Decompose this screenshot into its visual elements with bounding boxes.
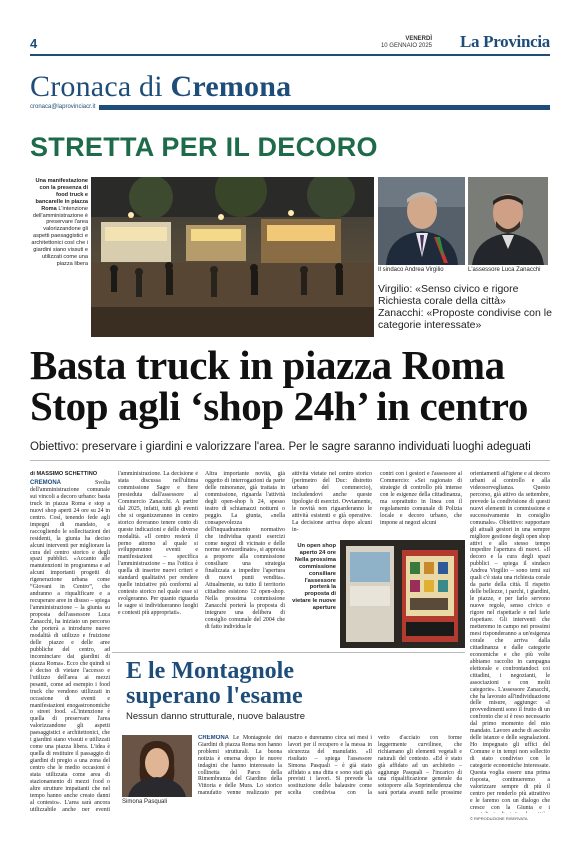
article-col5-body: contri con i gestori e l'assessore al Commercio: «Sei ragionato di strategie di controllo più intense con le esigenze della cittadinanza, ma soprattutto in linea con il regolamento comunale di Polizia locale e decoro urbano, che impone ai negozi alcuni xyxy=(380,471,462,526)
food-truck-photo xyxy=(91,177,374,337)
article-col1-text xyxy=(30,480,110,811)
section-city: Cremona xyxy=(170,70,292,103)
issue-date xyxy=(381,36,432,50)
kicker-title: STRETTA PER IL DECORO xyxy=(30,132,378,162)
food-truck-photo-illustration xyxy=(91,177,374,337)
article-col2-body: l'amministrazione. La decisione è stata discussa nell'ultima commissione Sagre e fiere presieduta dall'assessore al Commercio Zanacchi. A partire dal 2025, infatti, tutti gli eventi che si organizzeranno in centro storico dovranno tenere conto di queste indicazioni e delle diverse modalità. «Il centro resterà il perno attorno al quale si svilupperanno eventi e manifestazioni – specifica l'amministrazione – ma l'ottica è quella di inserire nuovi criteri e standard qualitativi per rendere quelle iniziative più conformi al contesto storico nel quale esse si svolgeranno. Per quanto riguarda le sagre si individueranno luoghi e contesti più appropriati». xyxy=(118,471,198,617)
section-email: cronaca@laprovinciacr.it xyxy=(30,103,99,112)
main-photo-caption xyxy=(30,178,88,268)
page-number: 4 xyxy=(30,36,38,51)
copyright-notice: © RIPRODUZIONE RISERVATA xyxy=(470,816,528,821)
montagnole-place: CREMONA xyxy=(198,735,229,741)
montagnole-sidebar xyxy=(112,652,465,805)
headline-deck: Obiettivo: preservare i giardini e valorizzare l'area. Per le sagre saranno individuati luoghi adeguati xyxy=(30,441,531,453)
caption-lead: Una manifestazione con la presenza di food truck e bancarelle in piazza Roma xyxy=(35,178,88,212)
page-header xyxy=(30,34,550,56)
article-column-6 xyxy=(470,471,550,813)
pasquali-portrait-illustration xyxy=(122,735,192,797)
headline-line-1: Basta truck in piazza Roma xyxy=(30,342,505,388)
open-shop-caption: Un open shop aperto 24 ore Nella prossima commissione consiliare l'assessore porterà la proposta di vietare le nuove aperture xyxy=(292,543,336,612)
montagnole-deck: Nessun danno strutturale, nuove balaustre xyxy=(126,711,306,722)
pasquali-portrait-photo xyxy=(122,735,192,797)
article-col4-body: attività vietate nel centro storico (perimetro del Duc: distretto urbano del commercio), includendovi anche queste tipologie di esercizi. Ovviamente, le novità non riguarderanno le attività esistenti e già operative. La decisione arriva dopo alcuni in- xyxy=(292,471,372,533)
montagnole-col1-body: Le Montagnole dei Giardini di piazza Roma non hanno problemi strutturali. La buona notizia è emersa dopo le nuove indagini che hanno interessato la collinetta del Parco della Rimembranza del Giardino della Vittoria e delle Mura. Lo storico manufatto venne realizzato per xyxy=(198,735,282,797)
issue-day: VENERDÌ xyxy=(405,36,432,42)
article-column-1 xyxy=(30,471,110,811)
headline-line-2: Stop agli ‘shop 24h’ in centro xyxy=(30,383,528,429)
open-shop-photo xyxy=(340,540,465,648)
montagnole-headline-line-1: E le Montagnole xyxy=(126,658,294,684)
section-title xyxy=(30,70,291,104)
article-byline: di MASSIMO SCHETTINO xyxy=(30,471,98,477)
article-col3-body: Altra importante novità, già oggetto di interrogazioni da parte delle minoranze, già trattata in commissione, riguarda l'attività degli open-shop h 24, spesso teatro di schiamazzi notturni o peggio. La giunta, «nella consapevolezza dell'inquadramento normativo che individua questi esercizi come negozi di vicinato e delle norme sovraordinate», si appresta a proporre alla commissione consiliare una strategia finalizzata a impedire l'apertura di nuovi punti vendita». Attualmente, su tutto il territorio cittadino esistono 12 open-shop. Nella prossima commissione Zanacchi porterà la proposta di integrare una delibera di consiglio comunale del 2004 che di fatto individua le xyxy=(205,471,285,630)
article-place: CREMONA xyxy=(30,480,61,486)
article-column-2 xyxy=(118,471,198,639)
open-shop-illustration xyxy=(340,540,465,648)
pasquali-caption: Simona Pasquali xyxy=(122,799,168,805)
montagnole-headline-line-2: superano l'esame xyxy=(126,683,303,709)
article-column-3 xyxy=(205,471,285,639)
section-prefix: Cronaca di xyxy=(30,70,163,103)
mayor-caption: Il sindaco Andrea Virgilio xyxy=(378,267,444,273)
quote-assessor: Zanacchi: «Proposte condivise con le categorie interessate» xyxy=(378,307,552,331)
article-column-5 xyxy=(380,471,462,537)
issue-date-text: 10 GENNAIO 2025 xyxy=(380,43,432,49)
quote-mayor: Virgilio: «Senso civico e rigore Richiesta corale della città» xyxy=(378,283,519,307)
mayor-portrait-illustration xyxy=(378,177,465,265)
mayor-portrait-photo xyxy=(378,177,465,265)
section-divider xyxy=(30,105,550,110)
montagnole-col2-body: marzo e dureranno circa sei mesi i lavori per il recupero e la messa in sicurezza del manufatto. «Il risultato – spiega l'assessore Simona Pasquali – è già stato affidato a una ditta e sono stati già previsti i lavori. Si prevede la sostituzione delle balaustre come scelta condivisa con la xyxy=(288,735,372,797)
montagnole-column-1 xyxy=(198,735,282,797)
article-col6-body: orientamenti all'igiene e al decoro urbani al controllo e alla videosorveglianza. Questo percorso, già attivo da settembre, prevede la condivisione di questi nuovi elementi in commissione e successivamente in consiglio comunale». Obiettivo: supportare gli attuali gestori in una sempre migliore gestione degli open shop attivi e allo stesso tempo impedire l'apertura di nuovi. «Il decoro e la cura degli spazi pubblici – spiega il sindaco Andrea Virgilio – sono temi sui quali c'è stata una richiesta corale da parte della città. Il rispetto delle bellezze, i parchi, i giardini, le piazze, e per farlo servono nuove regole, senso civico e rigore nel rispettarle e nel farle rispettare. Gli interventi che metteremo in campo nei prossimi mesi risponderanno a un'esigenza corale che arriva dalla cittadinanza e dalle categorie economiche e che più volte abbiamo raccolto in campagna elettorale e confrontandoci coi cittadini, i negozianti, le associazioni e con molti categorie». L'assessore Zanacchi, che ha lavorato all'individuazione delle misure, aggiunge: «I provvedimenti sono il frutto di un confronto che si è reso necessario dal primo momento del mio mandato. Lavoro anche di ascolto delle istanze e delle segnalazioni. Ho impegnato gli uffici del Comune e in tempi non sollecito di stato condiviso con le categorie economiche interessate. Questa voglia essere una prima risposta, continueremo a valorizzare sempre di più il centro per renderlo più attrattivo e le faremo con un dialogo che cresce con la Giunta e i xyxy=(470,471,550,811)
caption-body: L'intenzione dell'amministrazione è preservare l'area valorizzandone gli aspetti paesaggistici e architettonici così che i giardini siano vissuti e utilizzati come una piazza libera xyxy=(31,205,88,267)
headline-rule xyxy=(30,460,550,461)
main-headline xyxy=(30,342,528,429)
assessor-portrait-photo xyxy=(468,177,548,265)
quotes-block xyxy=(378,283,553,331)
assessor-caption: L'assessore Luca Zanacchi xyxy=(468,267,541,273)
article-col1-body: Svolta dell'amministrazione comunale sui vincoli a decoro urbano: basta truck in piazza Roma e stop a nuovi shop aperti 24 ore su 24 in centro. Così, tenendo fede agli impegni di mandato, e raccogliendo le sollecitazioni dei residenti, la giunta ha deciso alcuni interventi per migliorare la cura del centro storico e degli spazi pubblici. «Accanto alle manutenzioni in programma e ad alcuni importanti progetti di rigenerazione urbana come “Giovani in Centro”, che andranno a riqualificare e a recuperare aree in disuso – spiega l'amministrazione – la giunta su proposta dell'assessore Luca Zanacchi, ha iniziato un percorso che porterà a introdurre nuove modalità di utilizzo e fruizione delle piazze e delle aree pubbliche del centro, ad incominciare dai giardini di piazza Roma». Ecco che quindi si è deciso di vietare l'accesso e l'utilizzo dell'area ai mezzi pesanti, come ad esempio i food truck che vendono utilizzati in occasione di eventi e manifestazioni enogastronomiche o street food. «L'intenzione è quella di preservare l'area valorizzandone gli aspetti paesaggistici e architettonici, che i giardini siano vissuti e utilizzati come una piazza libera. L'idea è quella di restituire il passaggio di giardini di pregio a una zona del centro che le medio occasioni è stata utilizzata come area di stazionamento di mezzi food o altre strutture impattanti che nel tempo hanno anche creato danni al contesto». L'area sarà ancora utilizzabile anche per eventi xyxy=(30,480,110,811)
newspaper-masthead: La Provincia xyxy=(459,32,550,51)
montagnole-headline xyxy=(126,659,303,709)
montagnole-column-3 xyxy=(378,735,462,797)
montagnole-column-2 xyxy=(288,735,372,797)
montagnole-col3-body: vetto d'acciaio con forme leggermente curvilinee, che richiamano gli elementi vegetali e naturali del contesto. «Ed è stato già affidato ad un architetto – aggiunge Pasquali – l'incarico di una riqualificazione generale da sottoporre alla Soprintendenza che sarà portata avanti nelle prossime xyxy=(378,735,462,797)
article-column-4 xyxy=(292,471,372,537)
assessor-portrait-illustration xyxy=(468,177,548,265)
